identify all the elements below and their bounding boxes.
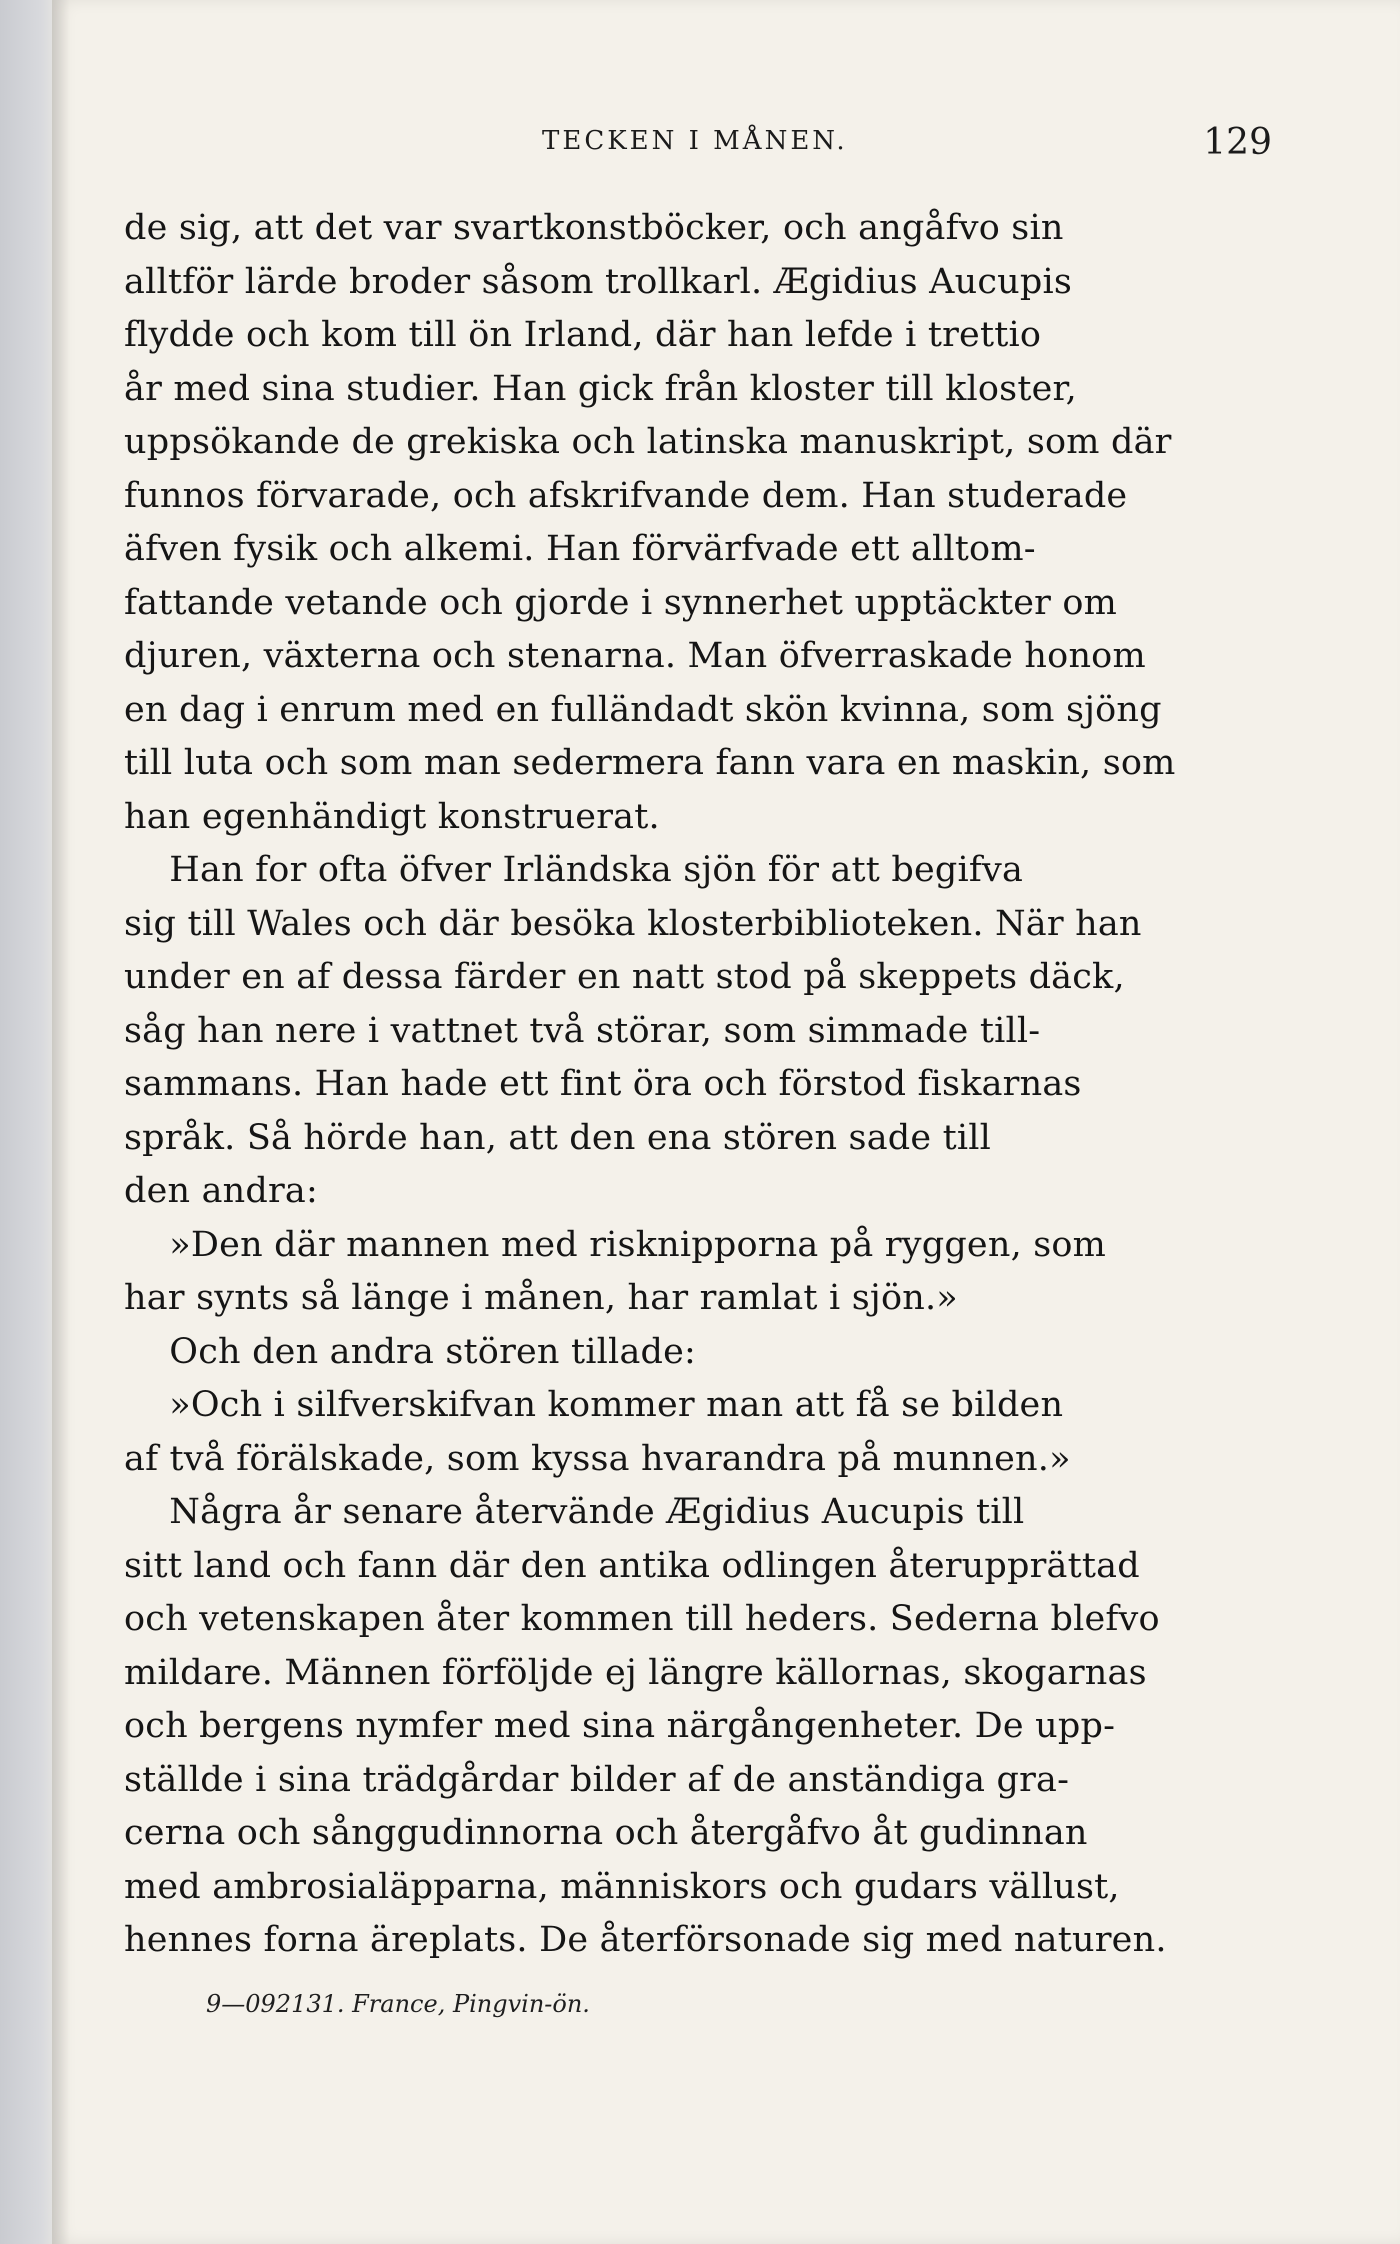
text-line: sig till Wales och där besöka klosterbiblioteken. När han <box>124 903 1142 944</box>
text-line: har synts så länge i månen, har ramlat i sjön.» <box>124 1278 958 1318</box>
running-title: TECKEN I MÅNEN. <box>542 126 848 156</box>
text-line: år med sina studier. Han gick från kloster till kloster, <box>124 368 1077 409</box>
text-line: sitt land och fann där den antika odlingen återupprättad <box>124 1545 1140 1586</box>
text-line: han egenhändigt konstruerat. <box>124 796 660 837</box>
page-edge <box>0 0 58 2244</box>
text-line: och bergens nymfer med sina närgångenheter. De upp- <box>124 1706 1116 1746</box>
footer-title: France, Pingvin-ön. <box>352 1990 590 2018</box>
text-line: »Och i silfverskifvan kommer man att få se bilden <box>124 1385 1064 1425</box>
text-line: till luta och som man sedermera fann vara en maskin, som <box>124 743 1176 783</box>
text-line: med ambrosialäpparna, människors och gudars vällust, <box>124 1866 1120 1907</box>
text-line: sammans. Han hade ett fint öra och förstod fiskarnas <box>124 1064 1082 1104</box>
text-line: såg han nere i vattnet två störar, som simmade till- <box>124 1010 1041 1051</box>
text-line: af två förälskade, som kyssa hvarandra på munnen.» <box>124 1438 1071 1479</box>
footer-note <box>206 1990 590 2018</box>
text-line: fattande vetande och gjorde i synnerhet upptäckter om <box>124 582 1118 623</box>
text-line: de sig, att det var svartkonstböcker, och angåfvo sin <box>124 208 1064 248</box>
text-line: funnos förvarade, och afskrifvande dem. Han studerade <box>124 475 1128 516</box>
text-line: cerna och sånggudinnorna och återgåfvo åt gudinnan <box>124 1813 1088 1853</box>
text-line: ställde i sina trädgårdar bilder af de anständiga gra- <box>124 1759 1070 1800</box>
text-line: under en af dessa färder en natt stod på skeppets däck, <box>124 957 1125 997</box>
text-line: den andra: <box>124 1171 318 1211</box>
text-line: uppsökande de grekiska och latinska manuskript, som där <box>124 422 1172 462</box>
text-line: Några år senare återvände Ægidius Aucupis till <box>124 1492 1025 1532</box>
page-body <box>124 202 1274 1968</box>
text-line: hennes forna äreplats. De återförsonade sig med naturen. <box>124 1920 1167 1960</box>
book-page <box>52 0 1400 2244</box>
text-line: språk. Så hörde han, att den ena stören sade till <box>124 1117 992 1158</box>
text-line: flydde och kom till ön Irland, där han lefde i trettio <box>124 315 1042 355</box>
footer-code: 9—092131. <box>206 1990 345 2018</box>
text-line: och vetenskapen åter kommen till heders. Sederna blefvo <box>124 1599 1160 1639</box>
text-line: alltför lärde broder såsom trollkarl. Ægidius Aucupis <box>124 261 1073 302</box>
text-line: äfven fysik och alkemi. Han förvärfvade ett alltom- <box>124 529 1036 569</box>
text-line: djuren, växterna och stenarna. Man öfverraskade honom <box>124 636 1146 676</box>
text-line: mildare. Männen förföljde ej längre källornas, skogarnas <box>124 1652 1147 1693</box>
text-line: Och den andra stören tillade: <box>124 1331 697 1372</box>
text-line: »Den där mannen med risknipporna på ryggen, som <box>124 1224 1107 1265</box>
text-line: en dag i enrum med en fulländadt skön kvinna, som sjöng <box>124 689 1162 730</box>
text-line: Han for ofta öfver Irländska sjön för att begifva <box>124 850 1024 890</box>
page-number: 129 <box>1203 122 1272 163</box>
